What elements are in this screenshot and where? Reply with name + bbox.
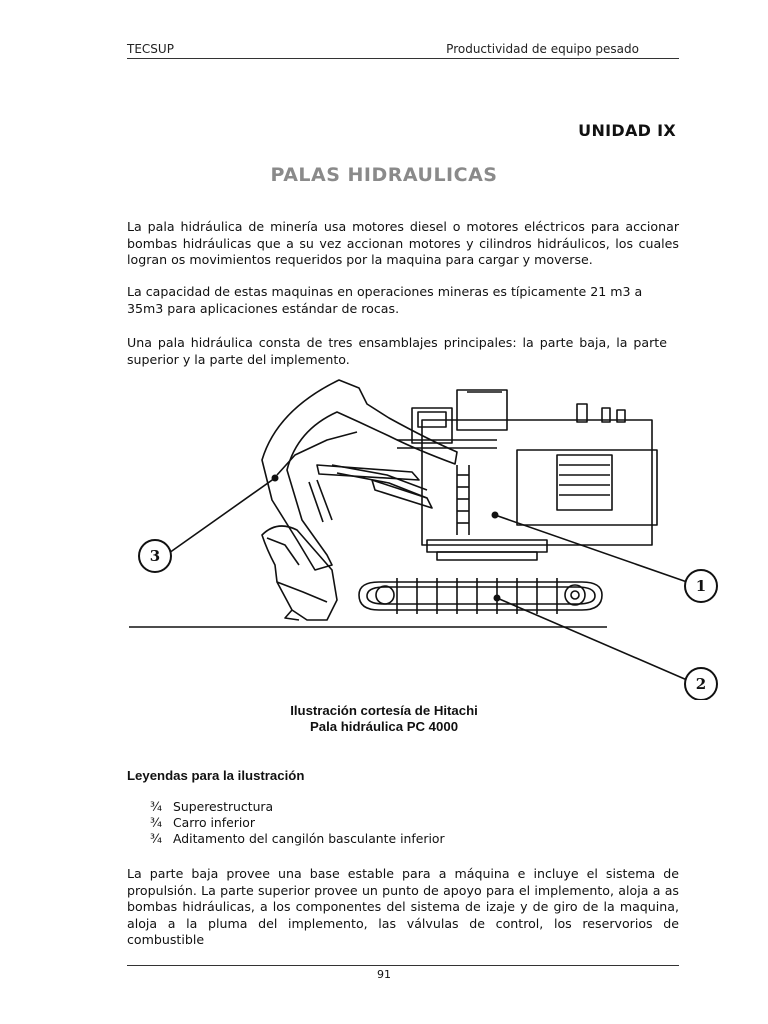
page-title: PALAS HIDRAULICAS <box>270 164 498 186</box>
callout-leader-3 <box>169 478 275 553</box>
paragraph-3: Una pala hidráulica consta de tres ensamblajes principales: la parte baja, la parte superior y la parte del implemento. <box>127 335 667 367</box>
header-rule <box>127 58 679 59</box>
legend-item-label: Carro inferior <box>173 815 255 830</box>
cylinder <box>317 465 419 480</box>
caption-line-2: Pala hidráulica PC 4000 <box>309 719 459 734</box>
list-item <box>150 831 445 847</box>
callout-label-1: 1 <box>695 577 707 595</box>
legend-item-label: Aditamento del cangilón basculante inferior <box>173 831 445 846</box>
paragraph-1: La pala hidráulica de minería usa motores diesel o motores eléctricos para accionar bombas hidráulicas que a su vez accionan motores y cilindros hidráulicos, los cuales logran os movimientos requeridos por la maquina para cargar y moverse. <box>127 219 679 267</box>
callout-leader-2 <box>497 598 687 680</box>
legend-list <box>150 799 445 847</box>
header-left: TECSUP <box>127 42 174 56</box>
hydraulic-shovel-figure <box>127 370 727 700</box>
list-item <box>150 815 445 831</box>
list-item <box>150 799 445 815</box>
footer-rule <box>127 965 679 966</box>
header-right: Productividad de equipo pesado <box>446 42 639 56</box>
callout-label-3: 3 <box>149 547 161 565</box>
paragraph-2: La capacidad de estas maquinas en operaciones mineras es típicamente 21 m3 a 35m3 para aplicaciones estándar de rocas. <box>127 284 643 316</box>
page-number: 91 <box>377 968 391 981</box>
figure-caption <box>0 703 768 735</box>
caption-line-1: Ilustración cortesía de Hitachi <box>290 703 478 718</box>
bullet-glyph: ¾ <box>150 831 163 846</box>
bullet-glyph: ¾ <box>150 815 163 830</box>
legend-heading: Leyendas para la ilustración <box>127 768 305 783</box>
legend-item-label: Superestructura <box>173 799 274 814</box>
callout-label-2: 2 <box>695 675 707 693</box>
unit-label: UNIDAD IX <box>578 121 676 140</box>
bullet-glyph: ¾ <box>150 799 163 814</box>
paragraph-4: La parte baja provee una base estable para a máquina e incluye el sistema de propulsión. La parte superior provee un punto de apoyo para el implemento, aloja a as bombas hidráulicas, a los componentes del sistema de izaje y de giro de la maquina, aloja a la pluma del implemento, las válvulas de control, los reservorios de combustible <box>127 866 679 947</box>
